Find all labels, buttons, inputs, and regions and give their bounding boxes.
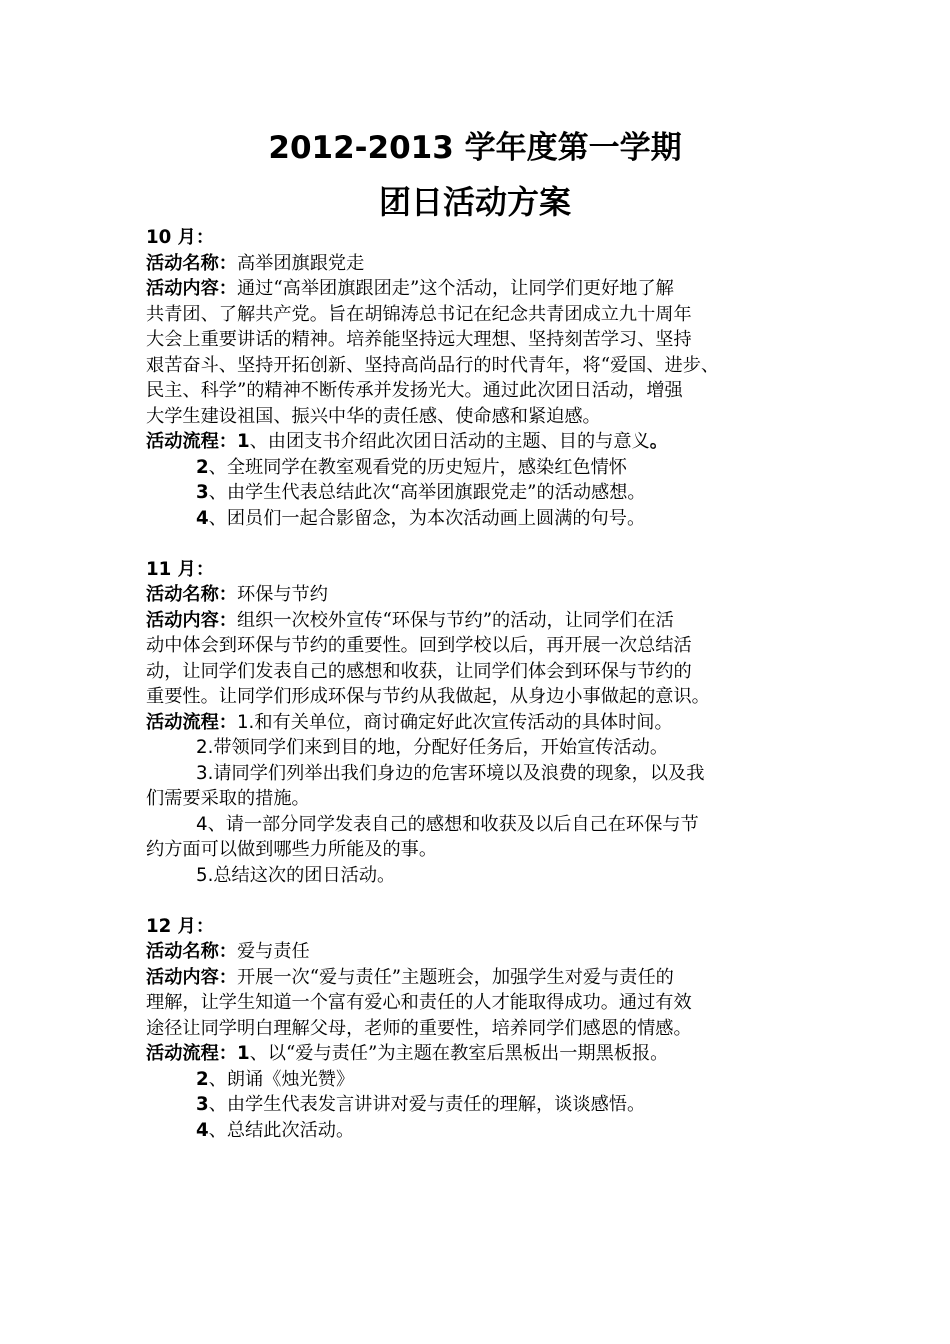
step-text: 、总结此次活动。 <box>208 1119 355 1141</box>
activity-name: 环保与节约 <box>236 584 328 605</box>
activity-flow-label: 活动流程： <box>146 711 237 733</box>
step-text: 和有关单位，商讨确定好此次宣传活动的具体时间。 <box>254 711 673 733</box>
activity-content-line: 大会上重要讲话的精神。培养能坚持远大理想、坚持刻苦学习、坚持 <box>146 329 692 350</box>
activity-content-line: 开展一次“爱与责任”主题班会，加强学生对爱与责任的 <box>236 966 674 988</box>
activity-name-label: 活动名称： <box>146 584 237 605</box>
section-spacer <box>146 888 826 914</box>
step-text: 、团员们一起合影留念，为本次活动画上圆满的句号。 <box>208 507 646 529</box>
activity-content-line: 动，让同学们发表自己的感想和收获，让同学们体会到环保与节约的 <box>146 660 692 682</box>
activity-content-line: 艰苦奋斗、坚持开拓创新、坚持高尚品行的时代青年，将“爱国、进步、 <box>146 354 720 376</box>
step-number: 5. <box>196 864 214 886</box>
activity-name: 高举团旗跟党走 <box>236 252 365 274</box>
step-number: 3. <box>196 762 214 784</box>
activity-name-label: 活动名称： <box>146 941 237 962</box>
step-number: 1 <box>236 1043 250 1064</box>
step-number: 1 <box>236 431 250 452</box>
step-number: 2 <box>196 1068 209 1090</box>
step-text: 、以“爱与责任”为主题在教室后黑板出一期黑板报。 <box>249 1043 669 1064</box>
step-text: 请同学们列举出我们身边的危害环境以及浪费的现象，以及我 <box>213 762 705 784</box>
step-number: 3 <box>196 482 209 503</box>
step-text: 、请一部分同学发表自己的感想和收获及以后自己在环保与节 <box>207 813 699 835</box>
month-heading: 11 月： <box>146 558 215 580</box>
step-end-mark: 。 <box>649 431 668 452</box>
activity-content-line: 重要性。让同学们形成环保与节约从我做起，从身边小事做起的意识。 <box>146 686 710 707</box>
step-text: 、朗诵《烛光赞》 <box>208 1068 355 1090</box>
step-number: 3 <box>196 1094 209 1115</box>
activity-content-line: 组织一次校外宣传“环保与节约”的活动，让同学们在活 <box>236 609 674 631</box>
activity-content-label: 活动内容： <box>146 609 237 631</box>
activity-content-line: 民主、科学”的精神不断传承并发扬光大。通过此次团日活动，增强 <box>146 380 683 401</box>
document-title-line-1: 2012-2013 学年度第一学期 <box>268 130 682 166</box>
step-text: 、由学生代表发言讲讲对爱与责任的理解，谈谈感悟。 <box>208 1094 646 1115</box>
activity-content-line: 动中体会到环保与节约的重要性。回到学校以后，再开展一次总结活 <box>146 635 692 656</box>
activity-name: 爱与责任 <box>236 941 310 962</box>
month-heading: 12 月： <box>146 915 215 937</box>
step-number: 4 <box>196 507 209 529</box>
document-body <box>146 225 826 1143</box>
activity-content-line: 通过“高举团旗跟团走”这个活动，让同学们更好地了解 <box>236 278 674 299</box>
activity-content-label: 活动内容： <box>146 966 237 988</box>
step-text: 、由学生代表总结此次“高举团旗跟党走”的活动感想。 <box>208 482 646 503</box>
activity-name-label: 活动名称： <box>146 252 237 274</box>
activity-content-line: 途径让同学明白理解父母，老师的重要性，培养同学们感恩的情感。 <box>146 1017 692 1039</box>
activity-flow-label: 活动流程： <box>146 1043 237 1064</box>
step-text: 、由团支书介绍此次团日活动的主题、目的与意义 <box>249 431 650 452</box>
section-spacer <box>146 531 826 557</box>
step-number: 2 <box>196 456 209 478</box>
activity-content-label: 活动内容： <box>146 278 237 299</box>
step-text: 、全班同学在教室观看党的历史短片，感染红色情怀 <box>208 456 627 478</box>
step-text-continued: 们需要采取的措施。 <box>146 788 310 809</box>
month-section-october <box>146 225 826 531</box>
month-heading: 10 月： <box>146 227 215 248</box>
activity-content-line: 共青团、了解共产党。旨在胡锦涛总书记在纪念共青团成立九十周年 <box>146 303 692 325</box>
step-number: 4 <box>196 1119 209 1141</box>
step-number: 1. <box>236 711 255 733</box>
document-title-line-2: 团日活动方案 <box>378 183 571 221</box>
activity-content-line: 大学生建设祖国、振兴中华的责任感、使命感和紧迫感。 <box>146 405 601 427</box>
month-section-november <box>146 557 826 889</box>
activity-flow-label: 活动流程： <box>146 431 237 452</box>
activity-content-line: 理解，让学生知道一个富有爱心和责任的人才能取得成功。通过有效 <box>146 992 692 1013</box>
step-number: 4 <box>196 813 208 835</box>
step-text: 总结这次的团日活动。 <box>213 864 396 886</box>
month-section-december <box>146 914 826 1144</box>
step-number: 2. <box>196 737 214 758</box>
step-text: 带领同学们来到目的地，分配好任务后，开始宣传活动。 <box>213 737 669 758</box>
step-text-continued: 约方面可以做到哪些力所能及的事。 <box>146 839 438 860</box>
